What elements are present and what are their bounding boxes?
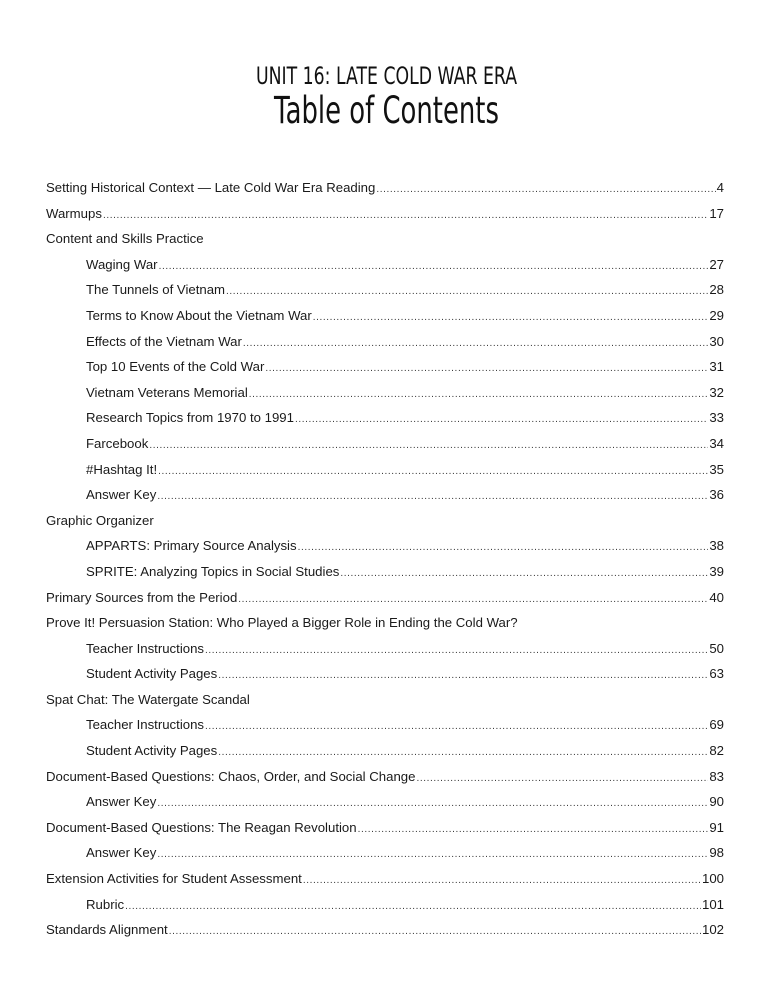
dot-leader (238, 587, 708, 613)
toc-page-number: 31 (709, 359, 724, 375)
dot-leader (265, 356, 708, 382)
toc-subentry[interactable] (46, 533, 724, 559)
toc-entry[interactable] (46, 201, 724, 227)
toc-entry-label: Spat Chat: The Watergate Scandal (46, 691, 250, 707)
toc-entry-label: Primary Sources from the Period (46, 589, 238, 605)
toc-entry[interactable] (46, 764, 724, 790)
dot-leader (226, 279, 708, 305)
toc-subentry[interactable] (46, 303, 724, 329)
toc-subentry[interactable] (46, 431, 724, 457)
toc-page-number: 82 (709, 743, 724, 759)
toc-entry-label: Top 10 Events of the Cold War (86, 359, 265, 375)
toc-subentry[interactable] (46, 636, 724, 662)
dot-leader (295, 407, 708, 433)
toc-page-number: 98 (709, 845, 724, 861)
toc-subentry[interactable] (46, 738, 724, 764)
toc-entry-label: #Hashtag It! (86, 461, 158, 477)
toc-subentry[interactable] (46, 354, 724, 380)
toc-page-number: 30 (709, 333, 724, 349)
toc-subentry[interactable] (46, 457, 724, 483)
toc-entry-label: Extension Activities for Student Assessment (46, 871, 302, 887)
dot-leader (125, 894, 701, 920)
dot-leader (340, 561, 708, 587)
toc-page-number: 38 (709, 538, 724, 554)
toc-entry-label: Document-Based Questions: Chaos, Order, and Social Change (46, 768, 416, 784)
toc-entry-label: Content and Skills Practice (46, 231, 204, 247)
dot-leader (249, 382, 709, 408)
toc-page-number: 34 (709, 435, 724, 451)
dot-leader (149, 433, 708, 459)
toc-entry[interactable] (46, 175, 724, 201)
toc-entry-label: Student Activity Pages (86, 743, 218, 759)
dot-leader (218, 663, 708, 689)
toc-entry-label: The Tunnels of Vietnam (86, 282, 226, 298)
toc-entry[interactable] (46, 610, 724, 636)
dot-leader (169, 919, 701, 945)
dot-leader (205, 638, 708, 664)
toc-page-number: 39 (709, 563, 724, 579)
toc-entry[interactable] (46, 866, 724, 892)
toc-entry-label: SPRITE: Analyzing Topics in Social Studies (86, 563, 340, 579)
toc-page-number: 91 (709, 819, 724, 835)
toc-entry-label: Answer Key (86, 487, 157, 503)
toc-subentry[interactable] (46, 277, 724, 303)
toc-subentry[interactable] (46, 661, 724, 687)
toc-page-number: 100 (701, 871, 724, 887)
page-title: Table of Contents (274, 89, 499, 132)
toc-subentry[interactable] (46, 840, 724, 866)
toc-subentry[interactable] (46, 405, 724, 431)
toc-subentry[interactable] (46, 482, 724, 508)
toc-subentry[interactable] (46, 559, 724, 585)
toc-subentry[interactable] (46, 712, 724, 738)
toc-entry-label: Graphic Organizer (46, 512, 154, 528)
dot-leader (416, 766, 708, 792)
unit-title: UNIT 16: LATE COLD WAR ERA (255, 62, 518, 90)
dot-leader (303, 868, 701, 894)
dot-leader (158, 459, 708, 485)
toc-page-number: 32 (709, 384, 724, 400)
toc-entry[interactable] (46, 815, 724, 841)
dot-leader (159, 254, 709, 280)
dot-leader (103, 203, 708, 229)
toc-page-number: 4 (716, 180, 724, 195)
toc-page-number: 83 (709, 768, 724, 784)
toc-subentry[interactable] (46, 329, 724, 355)
toc-page-number: 63 (709, 666, 724, 682)
toc-entry[interactable] (46, 508, 724, 534)
dot-leader (157, 791, 708, 817)
toc-entry-label: Terms to Know About the Vietnam War (86, 307, 312, 323)
toc-subentry[interactable] (46, 892, 724, 918)
toc-entry-label: Teacher Instructions (86, 640, 205, 656)
toc-entry-label: Rubric (86, 896, 125, 912)
toc-entry-label: Setting Historical Context — Late Cold War Era Reading (46, 180, 376, 195)
toc-entry-label: Warmups (46, 205, 102, 221)
dot-leader (205, 714, 708, 740)
toc-entry-label: Answer Key (86, 845, 157, 861)
toc-entry-label: Effects of the Vietnam War (86, 333, 242, 349)
toc-page-number: 90 (709, 794, 724, 810)
toc-subentry[interactable] (46, 252, 724, 278)
toc-page-number: 102 (701, 922, 724, 938)
dot-leader (157, 842, 708, 868)
toc-page-number: 35 (709, 461, 724, 477)
toc-entry-label: Research Topics from 1970 to 1991 (86, 410, 294, 426)
toc-page-number: 33 (709, 410, 724, 426)
dot-leader (313, 305, 709, 331)
dot-leader (358, 817, 709, 843)
toc-page-number: 36 (709, 487, 724, 503)
toc-entry[interactable] (46, 917, 724, 943)
toc-page-number: 17 (709, 205, 724, 221)
toc-entry-label: Prove It! Persuasion Station: Who Played a Bigger Role in Ending the Cold War? (46, 615, 518, 631)
dot-leader (218, 740, 708, 766)
toc-page-number: 101 (701, 896, 724, 912)
toc-entry-label: Standards Alignment (46, 922, 168, 938)
toc-entry-label: Answer Key (86, 794, 157, 810)
toc-subentry[interactable] (46, 789, 724, 815)
toc-entry-label: Vietnam Veterans Memorial (86, 384, 248, 400)
toc-entry[interactable] (46, 585, 724, 611)
toc-page-number: 69 (709, 717, 724, 733)
dot-leader (376, 177, 715, 203)
page-header (0, 62, 773, 131)
toc-page-number: 28 (709, 282, 724, 298)
toc-entry-label: Student Activity Pages (86, 666, 218, 682)
toc-entry-label: Waging War (86, 256, 158, 272)
toc-page-number: 50 (709, 640, 724, 656)
toc-entry[interactable] (46, 687, 724, 713)
toc-entry-label: Teacher Instructions (86, 717, 205, 733)
toc-page-number: 27 (709, 256, 724, 272)
toc-entry-label: Document-Based Questions: The Reagan Revolution (46, 819, 357, 835)
toc-page-number: 29 (709, 307, 724, 323)
toc-subentry[interactable] (46, 380, 724, 406)
toc-entry-label: APPARTS: Primary Source Analysis (86, 538, 297, 554)
dot-leader (243, 331, 708, 357)
dot-leader (298, 535, 709, 561)
dot-leader (157, 484, 708, 510)
toc-page-number: 40 (709, 589, 724, 605)
toc-entry[interactable] (46, 226, 724, 252)
toc-entry-label: Farcebook (86, 435, 149, 451)
table-of-contents (46, 175, 724, 943)
